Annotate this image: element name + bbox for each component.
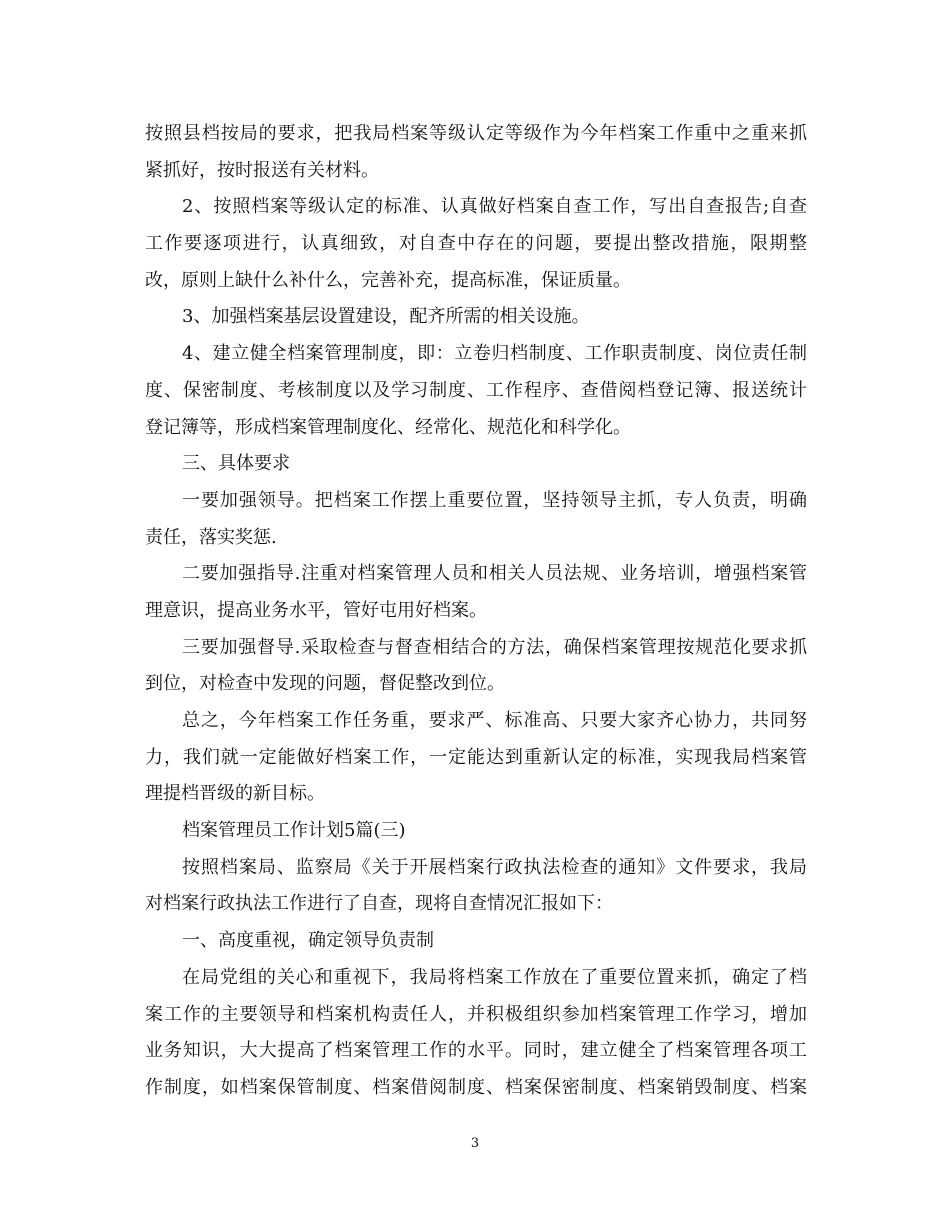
text-line: 理意识，提高业务水平，管好屯用好档案。 xyxy=(145,599,487,621)
text-line: 作制度，如档案保管制度、档案借阅制度、档案保密制度、档案销毁制度、档案 xyxy=(145,1076,807,1098)
text-line: 按照县档按局的要求，把我局档案等级认定等级作为今年档案工作重中之重来抓 xyxy=(145,123,807,144)
text-line: 到位，对检查中发现的问题，督促整改到位。 xyxy=(145,673,505,695)
text-line: 责任，落实奖惩. xyxy=(145,526,277,548)
text-line: 按照档案局、监察局《关于开展档案行政执法检查的通知》文件要求，我局 xyxy=(182,856,807,878)
text-line: 2、按照档案等级认定的标准、认真做好档案自查工作，写出自查报告;自查 xyxy=(182,196,807,218)
text-line: 对档案行政执法工作进行了自查，现将自查情况汇报如下： xyxy=(145,893,613,915)
text-line: 案工作的主要领导和档案机构责任人，并积极组织参加档案管理工作学习，增加 xyxy=(145,1003,807,1025)
text-line: 度、保密制度、考核制度以及学习制度、工作程序、查借阅档登记簿、报送统计 xyxy=(145,379,807,401)
text-line: 业务知识，大大提高了档案管理工作的水平。同时，建立健全了档案管理各项工 xyxy=(145,1040,807,1062)
text-line: 3、加强档案基层设置建设，配齐所需的相关设施。 xyxy=(182,306,590,328)
text-line: 工作要逐项进行，认真细致，对自查中存在的问题，要提出整改措施，限期整 xyxy=(145,233,807,255)
text-line: 三要加强督导.采取检查与督查相结合的方法，确保档案管理按规范化要求抓 xyxy=(182,636,807,658)
text-line: 三、具体要求 xyxy=(182,453,290,475)
text-line: 总之，今年档案工作任务重，要求严、标准高、只要大家齐心协力，共同努 xyxy=(182,710,807,731)
text-line: 4、建立健全档案管理制度，即：立卷归档制度、工作职责制度、岗位责任制 xyxy=(182,343,807,365)
text-line: 一、高度重视，确定领导负责制 xyxy=(182,930,434,952)
text-line: 二要加强指导.注重对档案管理人员和相关人员法规、业务培训，增强档案管 xyxy=(182,563,807,585)
text-line: 一要加强领导。把档案工作摆上重要位置，坚持领导主抓，专人负责，明确 xyxy=(182,489,807,511)
page-number: 3 xyxy=(470,1136,480,1151)
text-line: 力，我们就一定能做好档案工作，一定能达到重新认定的标准，实现我局档案管 xyxy=(145,746,807,768)
document-body xyxy=(145,116,807,1107)
text-line: 在局党组的关心和重视下，我局将档案工作放在了重要位置来抓，确定了档 xyxy=(182,966,807,988)
text-line: 理提档晋级的新目标。 xyxy=(145,783,325,805)
text-line: 档案管理员工作计划5篇(三) xyxy=(182,820,406,842)
text-line: 紧抓好，按时报送有关材料。 xyxy=(145,159,379,181)
text-line: 登记簿等，形成档案管理制度化、经常化、规范化和科学化。 xyxy=(145,416,631,438)
text-line: 改，原则上缺什么补什么，完善补充，提高标准，保证质量。 xyxy=(145,269,631,291)
